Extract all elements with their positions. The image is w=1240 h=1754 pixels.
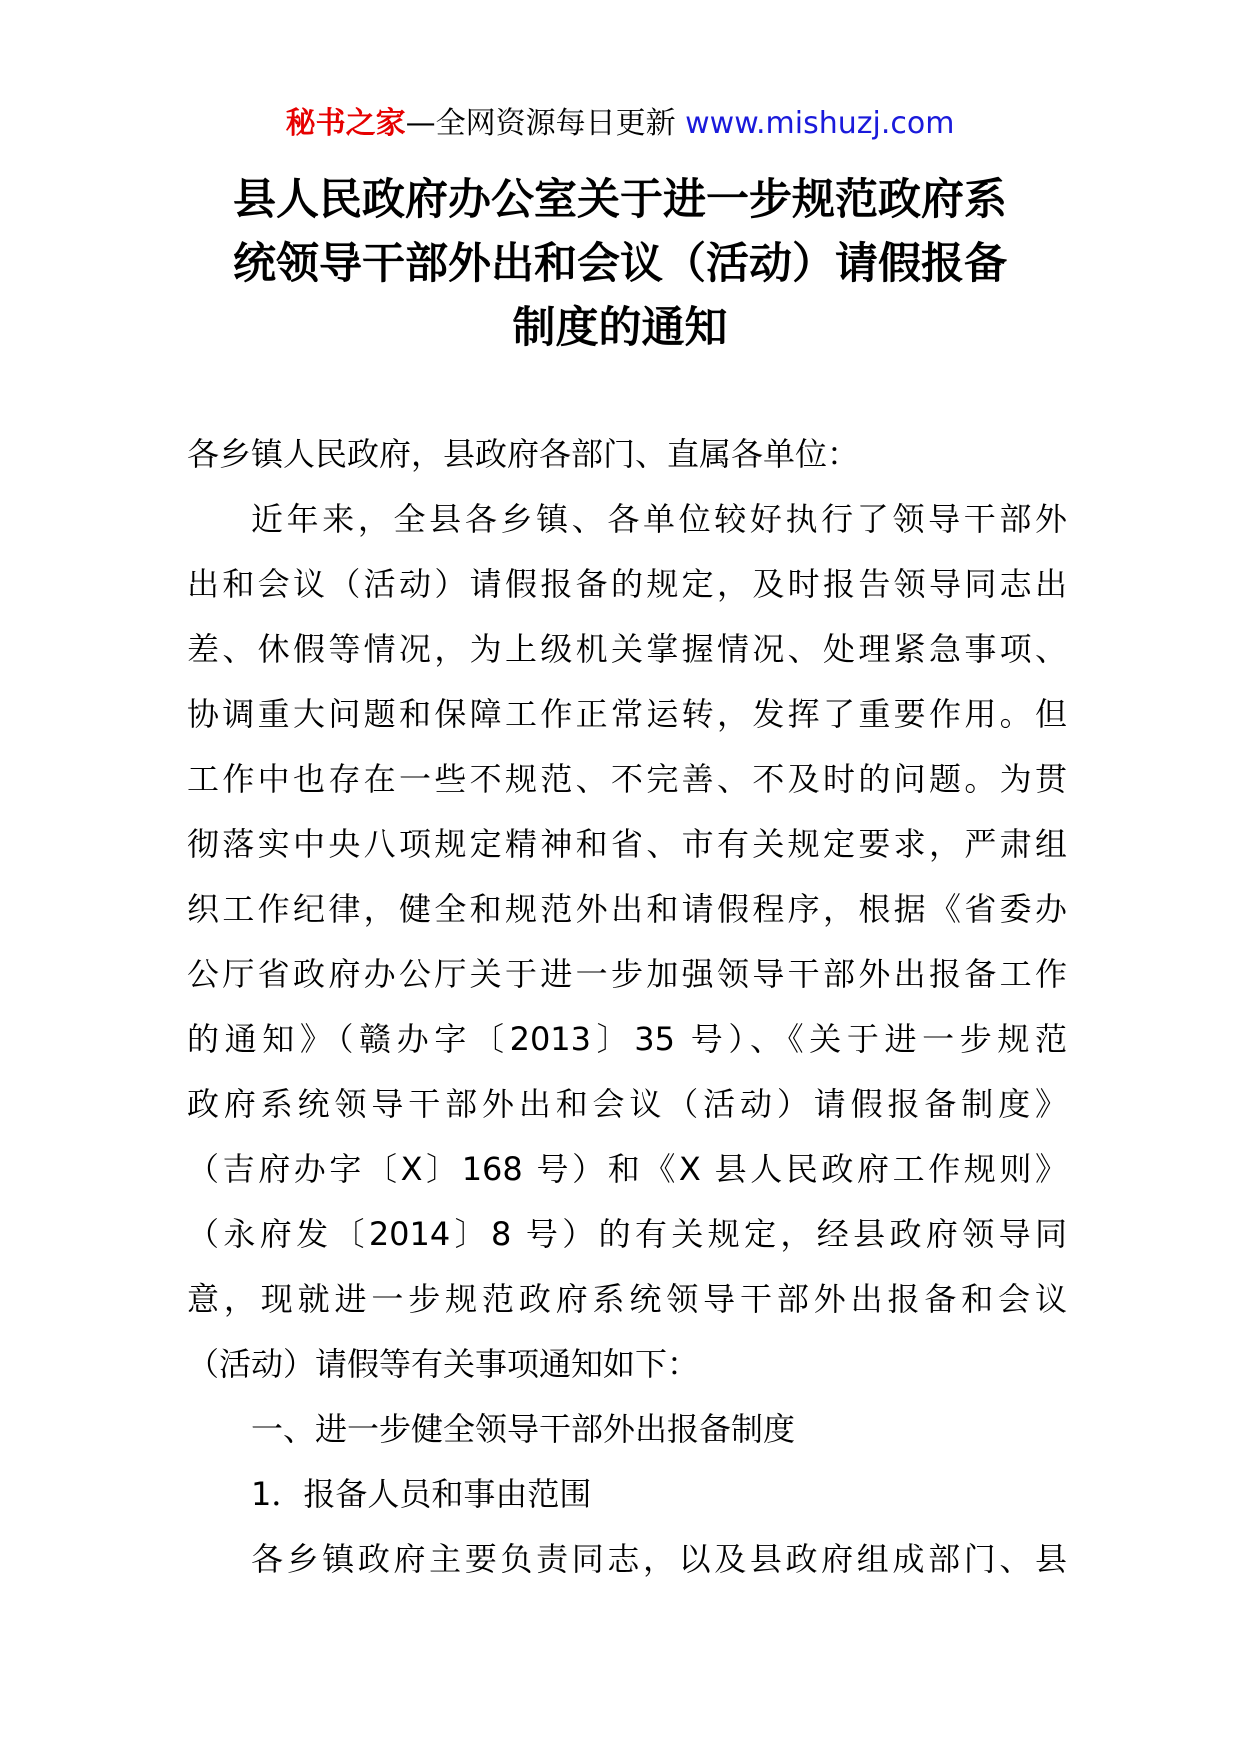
document-body bbox=[187, 422, 1067, 1592]
paragraph-line: （吉府办字〔X〕168 号）和《X 县人民政府工作规则》 bbox=[187, 1150, 1067, 1188]
title-line: 制度的通知 bbox=[512, 303, 728, 353]
paragraph-line: 工作中也存在一些不规范、不完善、不及时的问题。为贯 bbox=[187, 760, 1067, 798]
paragraph-line: （活动）请假等有关事项通知如下： bbox=[187, 1345, 700, 1383]
title-line: 统领导干部外出和会议（活动）请假报备 bbox=[233, 239, 1007, 289]
paragraph-line: 织工作纪律，健全和规范外出和请假程序，根据《省委办 bbox=[187, 890, 1067, 928]
site-header bbox=[0, 104, 1240, 144]
title-line: 县人民政府办公室关于进一步规范政府系 bbox=[233, 175, 1007, 225]
salutation: 各乡镇人民政府，县政府各部门、直属各单位： bbox=[187, 435, 860, 473]
paragraph-line: 公厅省政府办公厅关于进一步加强领导干部外出报备工作 bbox=[187, 955, 1067, 993]
document-title bbox=[160, 168, 1080, 360]
brand-name: 秘书之家 bbox=[285, 106, 406, 141]
paragraph-line: 协调重大问题和保障工作正常运转，发挥了重要作用。但 bbox=[187, 695, 1067, 733]
paragraph-line: 彻落实中央八项规定精神和省、市有关规定要求，严肃组 bbox=[187, 825, 1067, 863]
header-tagline: —全网资源每日更新 bbox=[405, 106, 676, 141]
paragraph-line: 出和会议（活动）请假报备的规定，及时报告领导同志出 bbox=[187, 565, 1067, 603]
section-heading: 一、进一步健全领导干部外出报备制度 bbox=[251, 1410, 796, 1448]
paragraph-line: 意，现就进一步规范政府系统领导干部外出报备和会议 bbox=[187, 1280, 1067, 1318]
paragraph-line: 差、休假等情况，为上级机关掌握情况、处理紧急事项、 bbox=[187, 630, 1067, 668]
paragraph-intro bbox=[187, 487, 1067, 1397]
subsection-heading: 1．报备人员和事由范围 bbox=[251, 1475, 592, 1513]
paragraph-line: 各乡镇政府主要负责同志，以及县政府组成部门、县 bbox=[251, 1540, 1067, 1578]
paragraph-line: 的通知》（赣办字〔2013〕35 号）、《关于进一步规范 bbox=[187, 1020, 1067, 1058]
paragraph-line: （永府发〔2014〕8 号）的有关规定，经县政府领导同 bbox=[187, 1215, 1067, 1253]
paragraph-line: 近年来，全县各乡镇、各单位较好执行了领导干部外 bbox=[251, 500, 1067, 538]
paragraph-line: 政府系统领导干部外出和会议（活动）请假报备制度》 bbox=[187, 1085, 1067, 1123]
website-link[interactable]: www.mishuzj.com bbox=[685, 106, 955, 141]
